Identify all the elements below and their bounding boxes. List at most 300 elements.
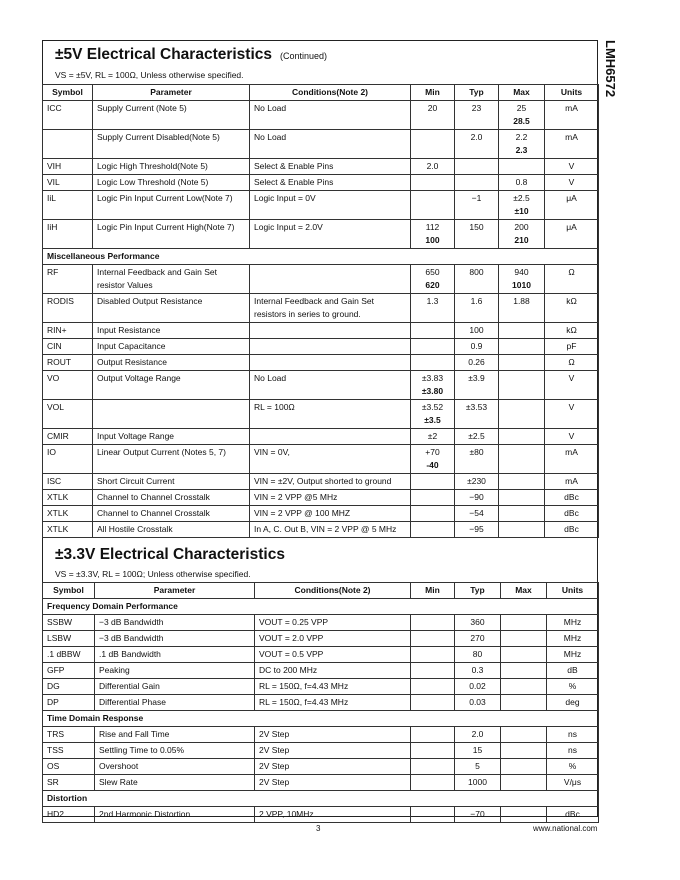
units-cell: %: [547, 759, 599, 775]
conditions-cell: No Load: [250, 371, 411, 400]
min-cell-value-limit: 620: [425, 280, 440, 290]
column-header: Min: [411, 583, 455, 599]
page-number: 3: [316, 824, 321, 833]
min-cell-value: 20: [427, 103, 438, 113]
min-cell-value-limit: ±3.80: [421, 386, 444, 396]
typ-cell: [455, 695, 501, 711]
parameter-cell: Output Voltage Range: [93, 371, 250, 400]
units-cell: V: [545, 159, 599, 175]
table-row: [43, 506, 599, 522]
max-cell: [501, 727, 547, 743]
min-cell: [411, 323, 455, 339]
conditions-cell: Logic Input = 2.0V: [250, 220, 411, 249]
parameter-cell: Supply Current Disabled(Note 5): [93, 130, 250, 159]
table-row: [43, 159, 599, 175]
max-cell: [501, 647, 547, 663]
units-cell: MHz: [547, 647, 599, 663]
parameter-cell: [93, 400, 250, 429]
parameter-cell: Logic Low Threshold (Note 5): [93, 175, 250, 191]
parameter-cell: Supply Current (Note 5): [93, 101, 250, 130]
max-cell-value: 200: [514, 222, 529, 232]
column-header: Max: [501, 583, 547, 599]
min-cell-value-limit: ±3.5: [424, 415, 441, 425]
group-label: Frequency Domain Performance: [43, 599, 599, 615]
typ-cell: [455, 339, 499, 355]
typ-cell: [455, 647, 501, 663]
column-header: Conditions(Note 2): [255, 583, 411, 599]
column-header: Max: [499, 85, 545, 101]
min-cell-value-limit: 100: [425, 235, 440, 245]
units-cell: V: [545, 175, 599, 191]
typ-cell: [455, 506, 499, 522]
section2-conditions: VS = ±3.3V, RL = 100Ω; Unless otherwise specified.: [55, 569, 251, 579]
symbol-cell: SR: [43, 775, 95, 791]
min-cell: [411, 522, 455, 538]
typ-cell-value: ±3.9: [468, 373, 485, 383]
typ-cell-value: −54: [469, 508, 484, 518]
typ-cell-value: 0.02: [469, 681, 486, 691]
conditions-cell: VIN = 0V,: [250, 445, 411, 474]
max-cell: [501, 631, 547, 647]
typ-cell-value: 800: [469, 267, 484, 277]
units-cell: μA: [545, 220, 599, 249]
column-header: Units: [545, 85, 599, 101]
conditions-cell: Select & Enable Pins: [250, 159, 411, 175]
typ-cell: [455, 101, 499, 130]
units-cell: V: [545, 400, 599, 429]
typ-cell-value: 0.9: [470, 341, 483, 351]
typ-cell: [455, 490, 499, 506]
symbol-cell: RF: [43, 265, 93, 294]
symbol-cell: IiH: [43, 220, 93, 249]
parameter-cell: Differential Phase: [95, 695, 255, 711]
group-header-row: [43, 249, 599, 265]
max-cell-value-limit: 28.5: [513, 116, 530, 126]
table-row: [43, 355, 599, 371]
units-cell: dB: [547, 663, 599, 679]
max-cell: [499, 191, 545, 220]
column-header: Conditions(Note 2): [250, 85, 411, 101]
min-cell: [411, 101, 455, 130]
conditions-cell: [250, 355, 411, 371]
typ-cell-value: −95: [469, 524, 484, 534]
max-cell: [501, 775, 547, 791]
typ-cell: [455, 191, 499, 220]
min-cell: [411, 727, 455, 743]
typ-cell-value: 150: [469, 222, 484, 232]
column-header: Symbol: [43, 583, 95, 599]
symbol-cell: CMIR: [43, 429, 93, 445]
typ-cell: [455, 743, 501, 759]
symbol-cell: .1 dBBW: [43, 647, 95, 663]
symbol-cell: RIN+: [43, 323, 93, 339]
symbol-cell: ROUT: [43, 355, 93, 371]
table-row: [43, 807, 599, 823]
units-cell: Ω: [545, 355, 599, 371]
typ-cell: [455, 175, 499, 191]
min-cell: [411, 474, 455, 490]
min-cell: [411, 759, 455, 775]
typ-cell: [455, 759, 501, 775]
table-row: [43, 294, 599, 323]
min-cell: [411, 265, 455, 294]
typ-cell: [455, 727, 501, 743]
parameter-cell: Slew Rate: [95, 775, 255, 791]
conditions-cell: 2 VPP, 10MHz: [255, 807, 411, 823]
units-cell: dBc: [547, 807, 599, 823]
max-cell: [501, 679, 547, 695]
typ-cell-value: 80: [472, 649, 483, 659]
units-cell: μA: [545, 191, 599, 220]
table-row: [43, 101, 599, 130]
parameter-cell: All Hostile Crosstalk: [93, 522, 250, 538]
max-cell: [499, 490, 545, 506]
parameter-cell: Differential Gain: [95, 679, 255, 695]
table-row: [43, 490, 599, 506]
group-header-row: [43, 711, 599, 727]
symbol-cell: CIN: [43, 339, 93, 355]
parameter-cell: 2nd Harmonic Distortion: [95, 807, 255, 823]
typ-cell: [455, 130, 499, 159]
typ-cell-value: ±230: [467, 476, 486, 486]
max-cell: [499, 506, 545, 522]
units-cell: V: [545, 429, 599, 445]
typ-cell-value: 1000: [468, 777, 487, 787]
parameter-cell: Input Voltage Range: [93, 429, 250, 445]
min-cell-value: 2.0: [426, 161, 439, 171]
conditions-cell: No Load: [250, 130, 411, 159]
min-cell: [411, 220, 455, 249]
symbol-cell: VIH: [43, 159, 93, 175]
max-cell: [501, 615, 547, 631]
parameter-cell: Channel to Channel Crosstalk: [93, 490, 250, 506]
max-cell-value-limit: 2.3: [515, 145, 528, 155]
conditions-cell: RL = 100Ω: [250, 400, 411, 429]
min-cell-value: ±3.52: [421, 402, 444, 412]
units-cell: MHz: [547, 615, 599, 631]
max-cell: [499, 294, 545, 323]
table-row: [43, 445, 599, 474]
conditions-cell: [250, 323, 411, 339]
symbol-cell: DG: [43, 679, 95, 695]
typ-cell: [455, 323, 499, 339]
max-cell: [499, 265, 545, 294]
min-cell-value: +70: [425, 447, 440, 457]
min-cell: [411, 355, 455, 371]
max-cell-value: 2.2: [515, 132, 528, 142]
min-cell: [411, 695, 455, 711]
max-cell: [499, 355, 545, 371]
group-label: Distortion: [43, 791, 599, 807]
max-cell: [499, 101, 545, 130]
min-cell: [411, 807, 455, 823]
typ-cell-value: 2.0: [470, 132, 483, 142]
table-row: [43, 371, 599, 400]
table-row: [43, 743, 599, 759]
footer-url: www.national.com: [533, 824, 598, 833]
typ-cell: [455, 631, 501, 647]
symbol-cell: TRS: [43, 727, 95, 743]
table-row: [43, 339, 599, 355]
conditions-cell: VOUT = 0.5 VPP: [255, 647, 411, 663]
conditions-cell: RL = 150Ω, f=4.43 MHz: [255, 695, 411, 711]
max-cell-value: 0.8: [515, 177, 528, 187]
symbol-cell: [43, 130, 93, 159]
table-row: [43, 663, 599, 679]
min-cell: [411, 339, 455, 355]
column-header: Parameter: [95, 583, 255, 599]
symbol-cell: DP: [43, 695, 95, 711]
typ-cell-value: ±80: [469, 447, 484, 457]
min-cell: [411, 647, 455, 663]
max-cell: [499, 130, 545, 159]
symbol-cell: GFP: [43, 663, 95, 679]
max-cell-value: 25: [516, 103, 527, 113]
max-cell-value-limit: 1010: [512, 280, 531, 290]
column-header: Units: [547, 583, 599, 599]
min-cell-value: ±3.83: [421, 373, 444, 383]
symbol-cell: ISC: [43, 474, 93, 490]
parameter-cell: Internal Feedback and Gain Set resistor Values: [93, 265, 250, 294]
table-row: [43, 175, 599, 191]
units-cell: dBc: [545, 522, 599, 538]
typ-cell: [455, 429, 499, 445]
parameter-cell: Logic Pin Input Current Low(Note 7): [93, 191, 250, 220]
typ-cell-value: −70: [470, 809, 485, 819]
units-cell: mA: [545, 101, 599, 130]
min-cell: [411, 615, 455, 631]
section1-title: ±5V Electrical Characteristics (Continued): [55, 46, 328, 63]
column-header: Typ: [455, 583, 501, 599]
max-cell: [499, 371, 545, 400]
units-cell: deg: [547, 695, 599, 711]
conditions-cell: Internal Feedback and Gain Set resistors in series to ground.: [250, 294, 411, 323]
max-cell-value: 1.88: [513, 296, 530, 306]
max-cell: [499, 474, 545, 490]
symbol-cell: SSBW: [43, 615, 95, 631]
typ-cell-value: −90: [469, 492, 484, 502]
typ-cell-value: 270: [470, 633, 485, 643]
min-cell: [411, 130, 455, 159]
units-cell: V/μs: [547, 775, 599, 791]
conditions-cell: RL = 150Ω, f=4.43 MHz: [255, 679, 411, 695]
max-cell: [501, 663, 547, 679]
table-row: [43, 775, 599, 791]
units-cell: V: [545, 371, 599, 400]
parameter-cell: Logic High Threshold(Note 5): [93, 159, 250, 175]
units-cell: mA: [545, 474, 599, 490]
units-cell: kΩ: [545, 294, 599, 323]
max-cell: [499, 220, 545, 249]
parameter-cell: .1 dB Bandwidth: [95, 647, 255, 663]
max-cell: [499, 445, 545, 474]
units-cell: kΩ: [545, 323, 599, 339]
max-cell: [499, 323, 545, 339]
group-label: Time Domain Response: [43, 711, 599, 727]
units-cell: dBc: [545, 506, 599, 522]
min-cell: [411, 663, 455, 679]
min-cell: [411, 429, 455, 445]
max-cell-value: 940: [514, 267, 529, 277]
typ-cell-value: ±2.5: [468, 431, 485, 441]
symbol-cell: RODIS: [43, 294, 93, 323]
table-3v3: [42, 582, 599, 823]
typ-cell: [455, 371, 499, 400]
units-cell: %: [547, 679, 599, 695]
table-row: [43, 220, 599, 249]
units-cell: dBc: [545, 490, 599, 506]
min-cell-value: 1.3: [426, 296, 439, 306]
min-cell: [411, 775, 455, 791]
max-cell: [499, 429, 545, 445]
conditions-cell: [250, 429, 411, 445]
typ-cell: [455, 615, 501, 631]
table-row: [43, 191, 599, 220]
group-header-row: [43, 791, 599, 807]
typ-cell: [455, 474, 499, 490]
max-cell: [499, 400, 545, 429]
max-cell-value: ±2.5: [513, 193, 530, 203]
min-cell: [411, 490, 455, 506]
symbol-cell: XTLK: [43, 506, 93, 522]
conditions-cell: VIN = 2 VPP @ 100 MHZ: [250, 506, 411, 522]
conditions-cell: 2V Step: [255, 727, 411, 743]
table-row: [43, 323, 599, 339]
min-cell: [411, 743, 455, 759]
max-cell: [501, 695, 547, 711]
typ-cell-value: 100: [469, 325, 484, 335]
units-cell: Ω: [545, 265, 599, 294]
typ-cell: [455, 400, 499, 429]
table-row: [43, 759, 599, 775]
parameter-cell: −3 dB Bandwidth: [95, 615, 255, 631]
typ-cell: [455, 663, 501, 679]
group-label: Miscellaneous Performance: [43, 249, 599, 265]
table-row: [43, 429, 599, 445]
typ-cell-value: 23: [471, 103, 482, 113]
typ-cell: [455, 445, 499, 474]
conditions-cell: No Load: [250, 101, 411, 130]
min-cell-value: ±2: [427, 431, 438, 441]
parameter-cell: Rise and Fall Time: [95, 727, 255, 743]
parameter-cell: Input Capacitance: [93, 339, 250, 355]
table-row: [43, 695, 599, 711]
typ-cell-value: −1: [471, 193, 482, 203]
table-row: [43, 631, 599, 647]
min-cell: [411, 400, 455, 429]
typ-cell-value: 2.0: [471, 729, 484, 739]
table-row: [43, 647, 599, 663]
min-cell-value: 112: [425, 222, 440, 232]
units-cell: ns: [547, 743, 599, 759]
max-cell: [499, 339, 545, 355]
column-header: Typ: [455, 85, 499, 101]
symbol-cell: ICC: [43, 101, 93, 130]
min-cell: [411, 679, 455, 695]
conditions-cell: VOUT = 2.0 VPP: [255, 631, 411, 647]
conditions-cell: Logic Input = 0V: [250, 191, 411, 220]
conditions-cell: Select & Enable Pins: [250, 175, 411, 191]
parameter-cell: −3 dB Bandwidth: [95, 631, 255, 647]
table-row: [43, 679, 599, 695]
typ-cell: [455, 775, 501, 791]
typ-cell-value: 0.3: [471, 665, 484, 675]
typ-cell: [455, 807, 501, 823]
typ-cell-value: 1.6: [470, 296, 483, 306]
column-header: Parameter: [93, 85, 250, 101]
table-row: [43, 727, 599, 743]
typ-cell-value: ±3.53: [465, 402, 488, 412]
section2-title: ±3.3V Electrical Characteristics: [55, 546, 285, 563]
table-row: [43, 522, 599, 538]
symbol-cell: LSBW: [43, 631, 95, 647]
max-cell: [501, 759, 547, 775]
units-cell: mA: [545, 445, 599, 474]
typ-cell: [455, 679, 501, 695]
table-row: [43, 615, 599, 631]
min-cell: [411, 191, 455, 220]
symbol-cell: VIL: [43, 175, 93, 191]
symbol-cell: VOL: [43, 400, 93, 429]
min-cell: [411, 371, 455, 400]
typ-cell: [455, 265, 499, 294]
parameter-cell: Input Resistance: [93, 323, 250, 339]
symbol-cell: OS: [43, 759, 95, 775]
symbol-cell: XTLK: [43, 490, 93, 506]
typ-cell: [455, 220, 499, 249]
table-5v: [42, 84, 599, 538]
max-cell-value-limit: ±10: [514, 206, 529, 216]
max-cell: [499, 175, 545, 191]
symbol-cell: IO: [43, 445, 93, 474]
typ-cell-value: 360: [470, 617, 485, 627]
parameter-cell: Linear Output Current (Notes 5, 7): [93, 445, 250, 474]
conditions-cell: In A, C. Out B, VIN = 2 VPP @ 5 MHz: [250, 522, 411, 538]
conditions-cell: VIN = ±2V, Output shorted to ground: [250, 474, 411, 490]
units-cell: pF: [545, 339, 599, 355]
symbol-cell: IiL: [43, 191, 93, 220]
symbol-cell: XTLK: [43, 522, 93, 538]
max-cell: [499, 159, 545, 175]
parameter-cell: Overshoot: [95, 759, 255, 775]
conditions-cell: 2V Step: [255, 775, 411, 791]
min-cell-value: 650: [425, 267, 440, 277]
units-cell: MHz: [547, 631, 599, 647]
typ-cell-value: 0.26: [468, 357, 485, 367]
conditions-cell: [250, 339, 411, 355]
parameter-cell: Disabled Output Resistance: [93, 294, 250, 323]
min-cell-value-limit: -40: [426, 460, 439, 470]
max-cell-value-limit: 210: [514, 235, 529, 245]
column-header: Symbol: [43, 85, 93, 101]
typ-cell-value: 0.03: [469, 697, 486, 707]
group-header-row: [43, 599, 599, 615]
min-cell: [411, 159, 455, 175]
parameter-cell: Short Circuit Current: [93, 474, 250, 490]
typ-cell: [455, 294, 499, 323]
section1-conditions: VS = ±5V, RL = 100Ω, Unless otherwise specified.: [55, 70, 244, 80]
max-cell: [499, 522, 545, 538]
column-header: Min: [411, 85, 455, 101]
conditions-cell: 2V Step: [255, 759, 411, 775]
conditions-cell: DC to 200 MHz: [255, 663, 411, 679]
table-row: [43, 130, 599, 159]
min-cell: [411, 506, 455, 522]
symbol-cell: TSS: [43, 743, 95, 759]
min-cell: [411, 175, 455, 191]
conditions-cell: 2V Step: [255, 743, 411, 759]
table-row: [43, 474, 599, 490]
